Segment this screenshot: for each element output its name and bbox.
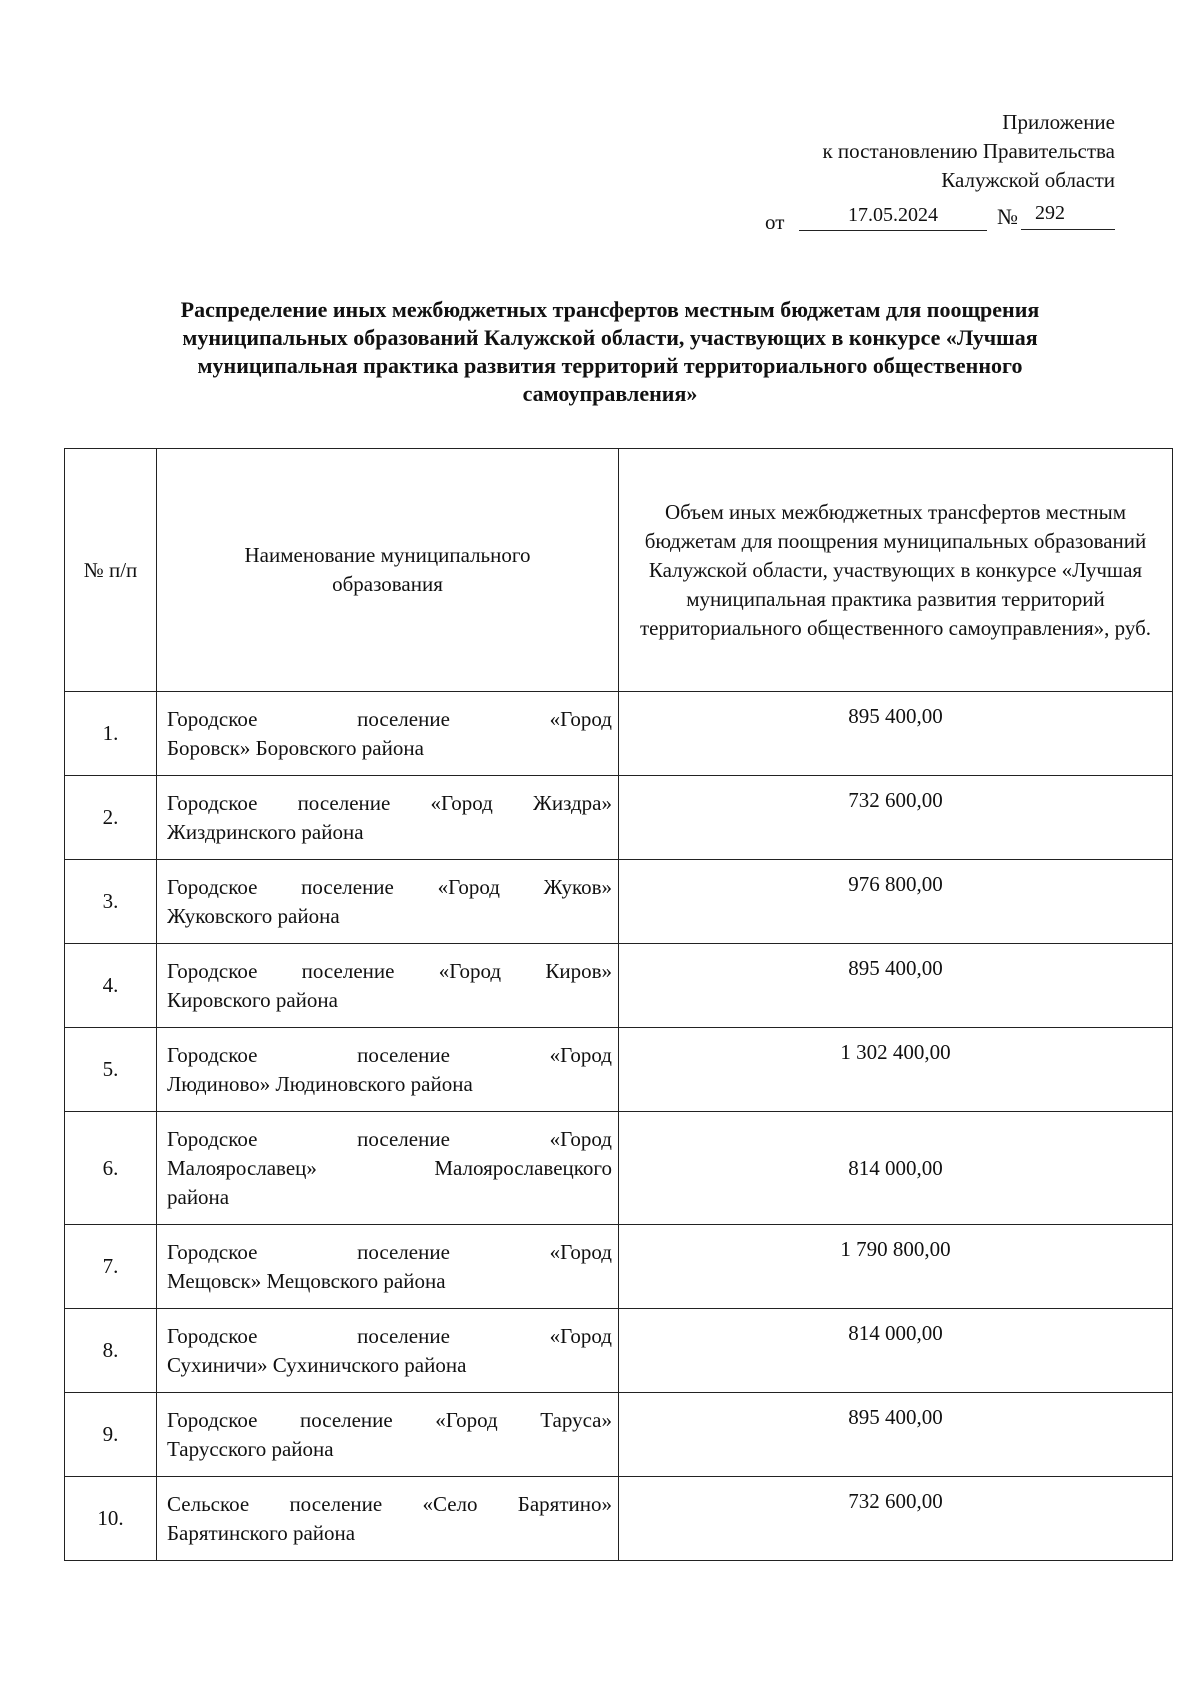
- row-name: [157, 692, 619, 776]
- row-num: 8.: [65, 1309, 157, 1393]
- decree-number-label: №: [997, 204, 1018, 229]
- row-value: 1 790 800,00: [619, 1225, 1173, 1309]
- row-name-line: Тарусского района: [167, 1436, 334, 1461]
- row-num: 1.: [65, 692, 157, 776]
- row-value: 814 000,00: [619, 1309, 1173, 1393]
- row-name-line: Сухиничи» Сухиничского района: [167, 1352, 467, 1377]
- row-num: 5.: [65, 1028, 157, 1112]
- row-name-line: Боровск» Боровского района: [167, 735, 424, 760]
- distribution-table: [64, 448, 1173, 1561]
- table-row: [65, 1477, 1173, 1561]
- row-name-line: Городское поселение «Город Жиздра»: [167, 790, 612, 815]
- row-value: 895 400,00: [619, 944, 1173, 1028]
- row-name-line: района: [167, 1184, 230, 1209]
- table-row: [65, 1028, 1173, 1112]
- header-name: Наименование муниципального образования: [157, 449, 619, 692]
- row-name-line: Городское поселение «Город: [167, 1323, 612, 1348]
- row-value: 895 400,00: [619, 692, 1173, 776]
- row-name-line: Городское поселение «Город: [167, 1239, 612, 1264]
- row-name-line: Городское поселение «Город Киров»: [167, 958, 612, 983]
- row-name: [157, 1028, 619, 1112]
- row-name-line: Жуковского района: [167, 903, 340, 928]
- decree-date-number: [765, 202, 1115, 234]
- row-name: [157, 1225, 619, 1309]
- row-name-line: Городское поселение «Город Таруса»: [167, 1407, 612, 1432]
- row-name-line: Жиздринского района: [167, 819, 364, 844]
- row-name: [157, 1112, 619, 1225]
- row-value: 732 600,00: [619, 1477, 1173, 1561]
- row-name-line: Мещовск» Мещовского района: [167, 1268, 446, 1293]
- table-row: [65, 860, 1173, 944]
- appendix-line-3: Калужской области: [941, 168, 1115, 192]
- row-num: 2.: [65, 776, 157, 860]
- header-num: № п/п: [65, 449, 157, 692]
- decree-number: 292: [1021, 202, 1115, 230]
- header-value: Объем иных межбюджетных трансфертов местным бюджетам для поощрения муниципальных образований Калужской области, участвующих в конкурсе «Лучшая муниципальная практика развития территорий территориального общественного самоуправления», руб.: [619, 449, 1173, 692]
- row-name-line: Малоярославец» Малоярославецкого: [167, 1155, 612, 1180]
- row-value: 1 302 400,00: [619, 1028, 1173, 1112]
- table-header-row: [65, 449, 1173, 692]
- row-name-line: Барятинского района: [167, 1520, 356, 1545]
- table-row: [65, 1112, 1173, 1225]
- row-name-line: Городское поселение «Город: [167, 1126, 612, 1151]
- row-name-line: Городское поселение «Город: [167, 706, 612, 731]
- row-name: [157, 1477, 619, 1561]
- decree-date: 17.05.2024: [799, 204, 987, 231]
- row-name: [157, 944, 619, 1028]
- table-row: [65, 944, 1173, 1028]
- appendix-line-2: к постановлению Правительства: [822, 139, 1115, 163]
- row-num: 6.: [65, 1112, 157, 1225]
- row-name: [157, 860, 619, 944]
- row-value: 895 400,00: [619, 1393, 1173, 1477]
- table-row: [65, 692, 1173, 776]
- row-name-line: Сельское поселение «Село Барятино»: [167, 1491, 612, 1516]
- row-value: 814 000,00: [619, 1112, 1173, 1225]
- appendix-block: [822, 108, 1115, 195]
- row-num: 3.: [65, 860, 157, 944]
- row-name-line: Городское поселение «Город: [167, 1042, 612, 1067]
- row-value: 976 800,00: [619, 860, 1173, 944]
- row-name: [157, 776, 619, 860]
- table-row: [65, 1393, 1173, 1477]
- row-num: 4.: [65, 944, 157, 1028]
- row-name-line: Людиново» Людиновского района: [167, 1071, 473, 1096]
- table-row: [65, 1225, 1173, 1309]
- row-name-line: Кировского района: [167, 987, 338, 1012]
- table-row: [65, 1309, 1173, 1393]
- row-name: [157, 1309, 619, 1393]
- row-value: 732 600,00: [619, 776, 1173, 860]
- row-num: 7.: [65, 1225, 157, 1309]
- table-row: [65, 776, 1173, 860]
- row-num: 9.: [65, 1393, 157, 1477]
- appendix-line-1: Приложение: [1002, 110, 1115, 134]
- decree-ot-label: от: [765, 210, 785, 234]
- document-title: Распределение иных межбюджетных трансфертов местным бюджетам для поощрения муниципальных образований Калужской области, участвующих в конкурсе «Лучшая муниципальная практика развития территорий территориального общественного самоуправления»: [180, 297, 1040, 406]
- row-name: [157, 1393, 619, 1477]
- row-num: 10.: [65, 1477, 157, 1561]
- row-name-line: Городское поселение «Город Жуков»: [167, 874, 612, 899]
